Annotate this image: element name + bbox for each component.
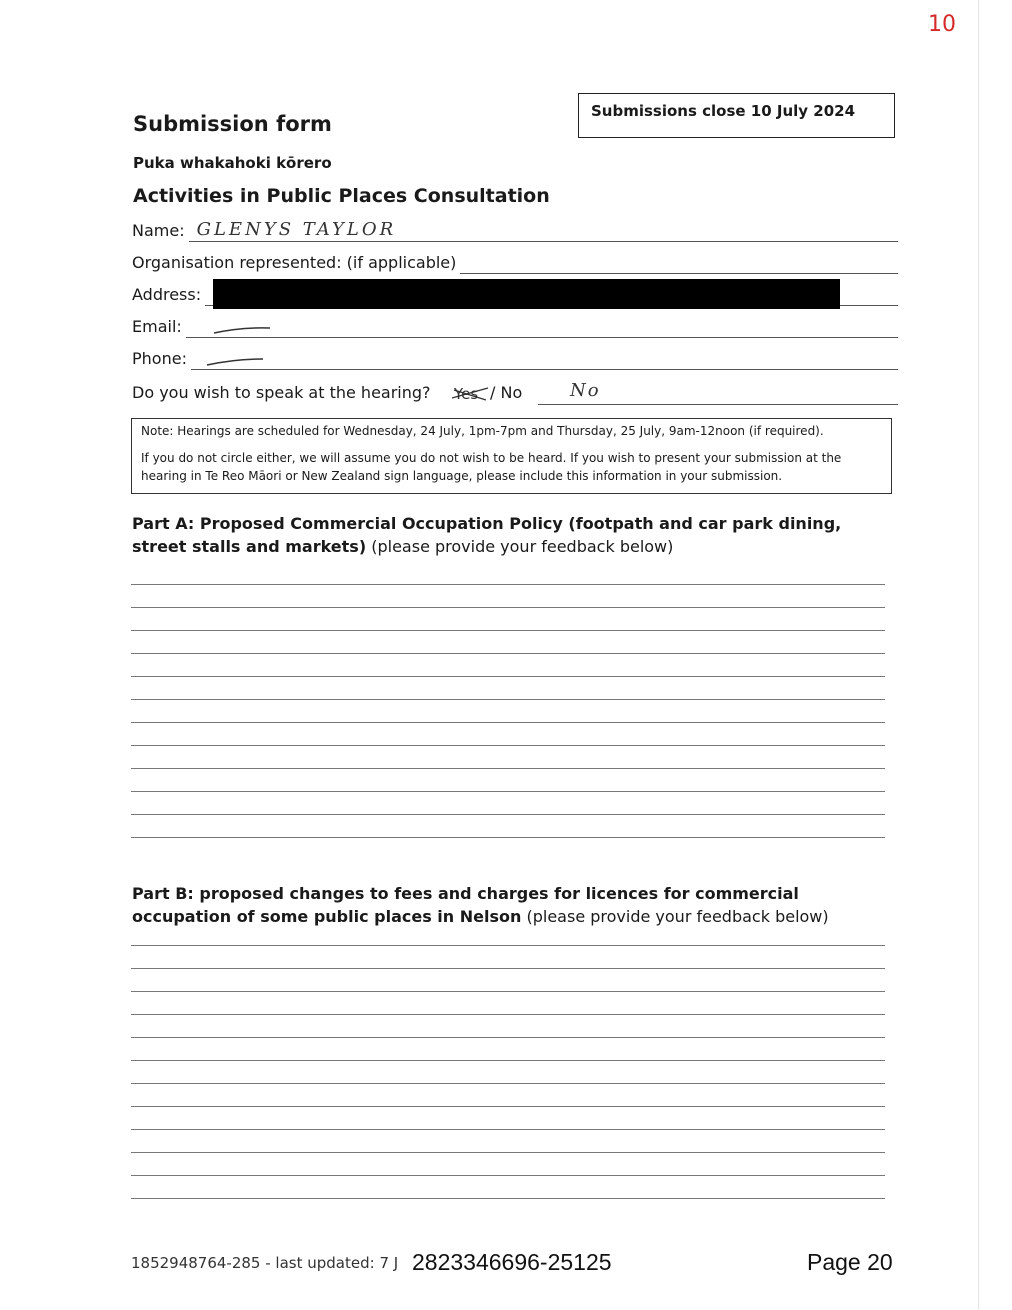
part-a-line[interactable]	[131, 607, 885, 608]
part-a-heading	[132, 512, 892, 558]
no-option[interactable]: / No	[490, 383, 523, 402]
part-a-line[interactable]	[131, 768, 885, 769]
email-field[interactable]	[132, 314, 898, 338]
phone-scribble-mark	[205, 357, 265, 367]
part-b-line[interactable]	[131, 968, 885, 969]
name-line	[189, 219, 898, 242]
form-subtitle: Puka whakahoki kōrero	[133, 154, 332, 172]
part-a-line[interactable]	[131, 722, 885, 723]
part-a-line[interactable]	[131, 653, 885, 654]
phone-label: Phone:	[132, 349, 187, 368]
hearing-question: Do you wish to speak at the hearing?	[132, 383, 431, 402]
hearing-note-box	[131, 418, 892, 494]
yes-option[interactable]: Yes	[454, 385, 479, 403]
part-a-line[interactable]	[131, 699, 885, 700]
scan-edge	[978, 0, 979, 1310]
part-b-line[interactable]	[131, 1060, 885, 1061]
organisation-line	[460, 251, 898, 274]
name-label: Name:	[132, 221, 185, 240]
part-b-line[interactable]	[131, 1014, 885, 1015]
part-b-line[interactable]	[131, 1175, 885, 1176]
part-b-line[interactable]	[131, 945, 885, 946]
part-a-line[interactable]	[131, 630, 885, 631]
email-line	[186, 315, 898, 338]
part-a-line[interactable]	[131, 745, 885, 746]
form-heading: Activities in Public Places Consultation	[133, 185, 550, 207]
name-field[interactable]	[132, 218, 898, 242]
part-b-hint: (please provide your feedback below)	[526, 907, 829, 926]
form-title: Submission form	[133, 112, 332, 136]
deadline-box	[578, 93, 895, 138]
organisation-field[interactable]	[132, 250, 898, 274]
email-scribble-mark	[212, 325, 272, 335]
redaction-bar	[213, 279, 840, 309]
yes-strike-mark	[450, 384, 490, 404]
part-a-line[interactable]	[131, 676, 885, 677]
phone-line	[191, 347, 898, 370]
page-number: 10	[928, 12, 956, 37]
note-line-2: If you do not circle either, we will assume you do not wish to be heard. If you wish to present your submission at the hearing in Te Reo Māori or New Zealand sign language, please include this information in your submission.	[141, 451, 842, 483]
part-b-line[interactable]	[131, 1037, 885, 1038]
part-a-line[interactable]	[131, 791, 885, 792]
phone-field[interactable]	[132, 346, 898, 370]
note-line-1: Note: Hearings are scheduled for Wednesday, 24 July, 1pm-7pm and Thursday, 25 July, 9am-12noon (if required).	[141, 424, 824, 438]
part-b-line[interactable]	[131, 1129, 885, 1130]
part-b-line[interactable]	[131, 1152, 885, 1153]
part-b-line[interactable]	[131, 1198, 885, 1199]
organisation-label: Organisation represented: (if applicable)	[132, 253, 457, 272]
part-b-line[interactable]	[131, 991, 885, 992]
part-a-line[interactable]	[131, 814, 885, 815]
part-b-line[interactable]	[131, 1106, 885, 1107]
deadline-text: Submissions close 10 July 2024	[591, 102, 856, 120]
part-b-title: Part B: proposed changes to fees and charges for licences for commercial occupation of some public places in Nelson	[132, 884, 799, 926]
hearing-answer-handwritten: No	[570, 380, 601, 401]
part-a-hint: (please provide your feedback below)	[371, 537, 674, 556]
part-a-title: Part A: Proposed Commercial Occupation Policy (footpath and car park dining, street stalls and markets)	[132, 514, 842, 556]
footer-doc-id: 1852948764-285 - last updated: 7 J	[131, 1254, 399, 1272]
part-b-line[interactable]	[131, 1083, 885, 1084]
hearing-question-row	[132, 382, 898, 406]
name-handwritten: GLENYS TAYLOR	[196, 219, 397, 240]
hearing-answer-line	[538, 404, 898, 405]
part-a-line[interactable]	[131, 584, 885, 585]
part-b-heading	[132, 882, 892, 928]
overlay-doc-id: 2823346696-25125	[412, 1249, 612, 1275]
address-label: Address:	[132, 285, 202, 304]
email-label: Email:	[132, 317, 182, 336]
part-a-line[interactable]	[131, 837, 885, 838]
page-label: Page 20	[807, 1249, 893, 1275]
